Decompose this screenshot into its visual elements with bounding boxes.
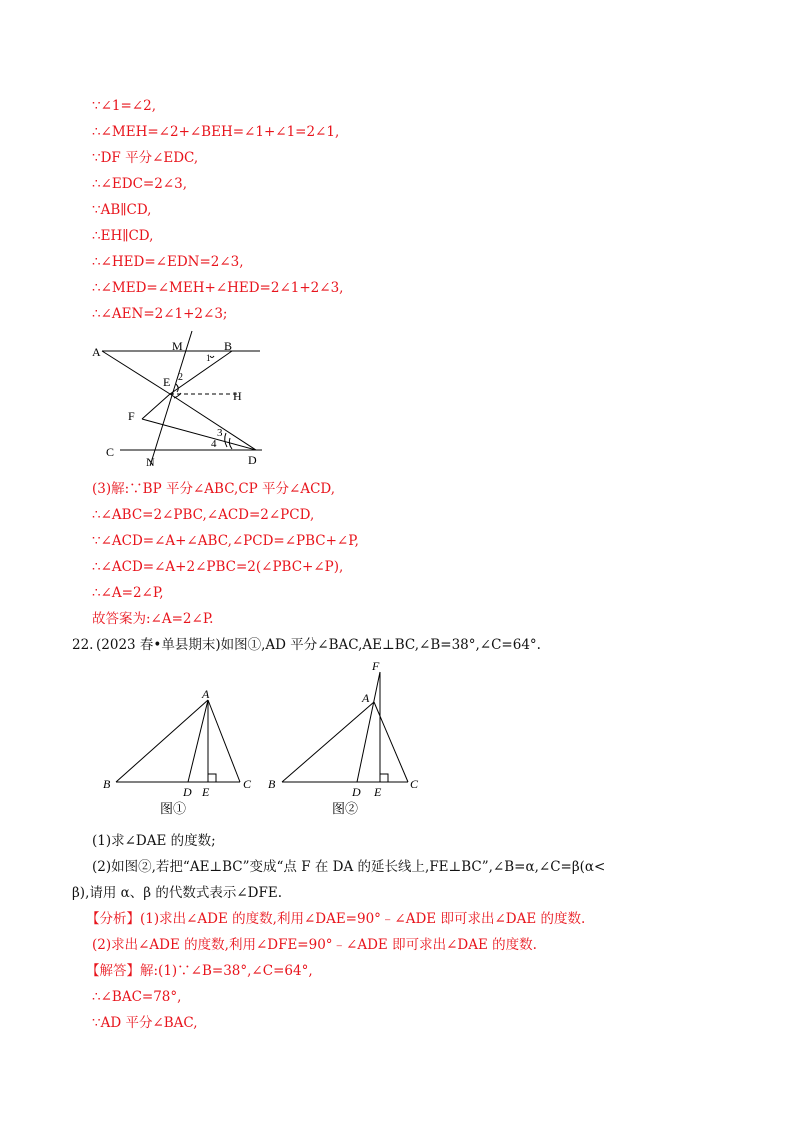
proof-line: ∵∠ACD=∠A+∠ABC,∠PCD=∠PBC+∠P, <box>92 533 359 549</box>
proof-line: ∵∠1=∠2, <box>92 98 156 114</box>
label-C: C <box>410 777 419 791</box>
proof-line: ∴∠AEN=2∠1+2∠3; <box>92 306 228 322</box>
label-E: E <box>374 785 382 799</box>
question-2-line2: β),请用 α、β 的代数式表示∠DFE. <box>72 885 283 901</box>
figure-caption-1: 图① <box>160 801 187 816</box>
label-B: B <box>103 777 111 791</box>
answer-line: 故答案为:∠A=2∠P. <box>92 611 214 627</box>
proof-line: ∴∠EDC=2∠3, <box>92 176 188 192</box>
label-C: C <box>243 777 252 791</box>
proof-line: ∴∠MEH=∠2+∠BEH=∠1+∠1=2∠1, <box>92 124 340 140</box>
label-F: F <box>128 409 135 423</box>
geometry-figure-parallel-lines <box>80 328 280 473</box>
problem-number: 22. <box>72 637 94 653</box>
proof-line: ∴∠A=2∠P, <box>92 585 164 601</box>
label-A: A <box>362 691 370 705</box>
proof-line: ∵DF 平分∠EDC, <box>92 150 199 166</box>
solution-line: ∵AD 平分∠BAC, <box>92 1015 198 1031</box>
proof-line: (3)解:∵BP 平分∠ABC,CP 平分∠ACD, <box>92 481 336 497</box>
solution-line: ∴∠BAC=78°, <box>92 989 182 1005</box>
label-H: H <box>233 389 242 403</box>
label-N: N <box>146 455 155 469</box>
label-M: M <box>172 339 183 353</box>
label-B: B <box>224 339 233 353</box>
question-1: (1)求∠DAE 的度数; <box>92 833 216 849</box>
label-C: C <box>106 445 115 459</box>
triangle-figure-1 <box>98 656 268 826</box>
label-angle-1: 1 <box>206 353 211 363</box>
label-angle-3: 3 <box>217 427 223 439</box>
proof-line: ∴∠ACD=∠A+2∠PBC=2(∠PBC+∠P), <box>92 559 344 575</box>
problem-statement: (2023 春•单县期末)如图①,AD 平分∠BAC,AE⊥BC,∠B=38°,∠C=64°. <box>96 637 541 653</box>
proof-line: ∴∠ABC=2∠PBC,∠ACD=2∠PCD, <box>92 507 315 523</box>
question-2-line1: (2)如图②,若把“AE⊥BC”变成“点 F 在 DA 的延长线上,FE⊥BC”,∠B=α,∠C=β(α< <box>92 859 606 875</box>
label-angle-4: 4 <box>211 438 217 450</box>
label-B: B <box>268 777 276 791</box>
proof-line: ∴EH∥CD, <box>92 228 154 244</box>
analysis-line-1: 【分析】(1)求出∠ADE 的度数,利用∠DAE=90°﹣∠ADE 即可求出∠DAE 的度数. <box>86 911 586 927</box>
solution-line: 【解答】解:(1)∵∠B=38°,∠C=64°, <box>86 963 313 979</box>
label-E: E <box>163 375 171 389</box>
label-A: A <box>202 687 210 701</box>
figure-caption-2: 图② <box>332 801 359 816</box>
label-E: E <box>202 785 210 799</box>
analysis-line-2: (2)求出∠ADE 的度数,利用∠DFE=90°﹣∠ADE 即可求出∠DAE 的度数. <box>92 937 537 953</box>
triangle-figure-2 <box>262 656 442 826</box>
label-A: A <box>92 345 101 359</box>
label-F: F <box>372 659 380 673</box>
proof-line: ∴∠HED=∠EDN=2∠3, <box>92 254 244 270</box>
proof-line: ∴∠MED=∠MEH+∠HED=2∠1+2∠3, <box>92 280 344 296</box>
label-D: D <box>352 785 361 799</box>
label-D: D <box>248 453 257 467</box>
label-D: D <box>183 785 192 799</box>
label-angle-2: 2 <box>178 372 183 383</box>
proof-line: ∵AB∥CD, <box>92 202 152 218</box>
